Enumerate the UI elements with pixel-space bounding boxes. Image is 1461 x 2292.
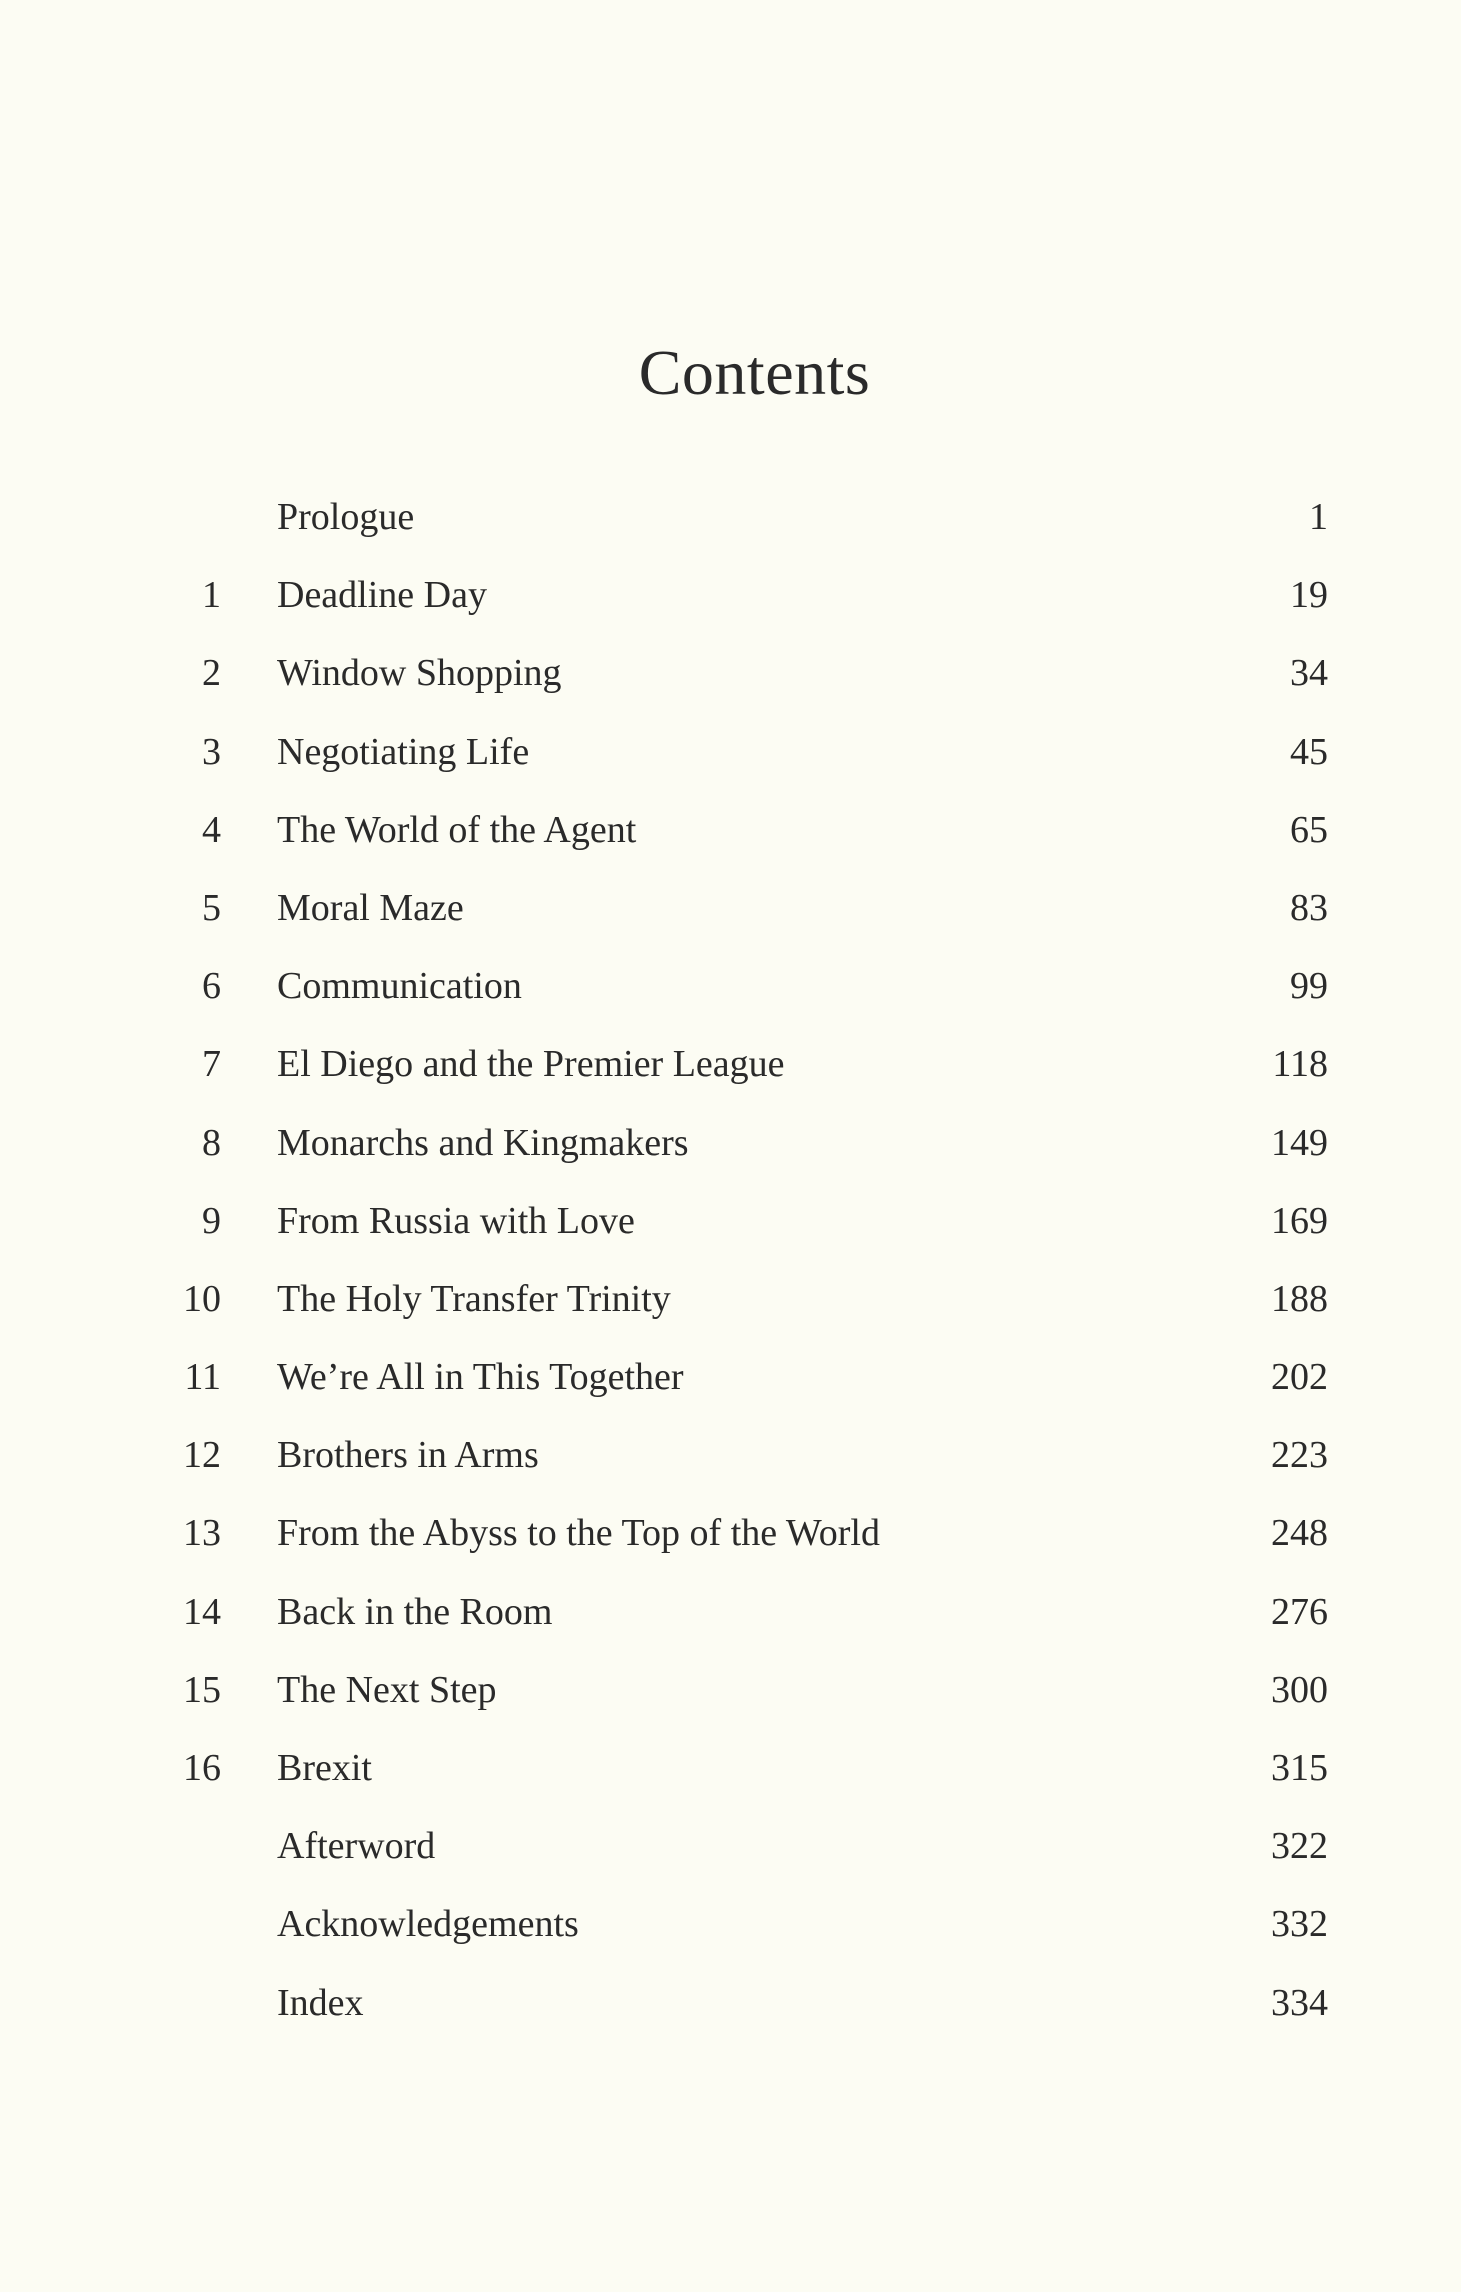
page-number: 300 — [1271, 1668, 1328, 1711]
chapter-title: Afterword — [277, 1825, 436, 1868]
page-number: 169 — [1271, 1199, 1328, 1242]
page-number: 202 — [1271, 1356, 1328, 1399]
chapter-number: 7 — [202, 1043, 221, 1086]
chapter-title: Index — [277, 1981, 364, 2024]
toc-entry — [0, 1964, 1461, 2042]
chapter-number: 6 — [202, 965, 221, 1008]
chapter-title: Back in the Room — [277, 1590, 553, 1633]
chapter-title: El Diego and the Premier League — [277, 1043, 785, 1086]
chapter-title: The World of the Agent — [277, 808, 637, 851]
chapter-number: 16 — [183, 1747, 221, 1789]
page-number: 65 — [1290, 808, 1328, 851]
toc-entry — [0, 478, 1461, 556]
page-number: 118 — [1272, 1043, 1328, 1086]
page-title: Contents — [638, 337, 871, 408]
chapter-title: Brexit — [277, 1747, 372, 1789]
chapter-number: 4 — [202, 808, 221, 851]
chapter-number: 8 — [202, 1121, 221, 1164]
toc-entry — [0, 1260, 1461, 1338]
chapter-number: 9 — [202, 1199, 221, 1242]
chapter-number: 14 — [183, 1590, 221, 1633]
page-number: 276 — [1271, 1590, 1328, 1633]
toc-entry — [0, 1573, 1461, 1651]
chapter-number: 12 — [183, 1434, 221, 1477]
toc-entry — [0, 1807, 1461, 1885]
chapter-number: 13 — [183, 1512, 221, 1555]
chapter-number: 1 — [202, 574, 221, 617]
toc-entry — [0, 1104, 1461, 1182]
chapter-title: Acknowledgements — [277, 1903, 579, 1946]
toc-entry — [0, 634, 1461, 712]
toc-entry — [0, 869, 1461, 947]
toc-entry — [0, 791, 1461, 869]
page-number: 83 — [1290, 886, 1328, 929]
chapter-title: Window Shopping — [277, 652, 562, 695]
toc-entry — [0, 1182, 1461, 1260]
chapter-title: Monarchs and Kingmakers — [277, 1121, 689, 1164]
toc-entry — [0, 1494, 1461, 1572]
page-number: 188 — [1271, 1277, 1328, 1320]
toc-entry — [0, 1338, 1461, 1416]
toc-entry — [0, 1651, 1461, 1729]
page-number: 45 — [1290, 730, 1328, 773]
chapter-title: Moral Maze — [277, 886, 464, 929]
page-number: 223 — [1271, 1434, 1328, 1477]
chapter-number: 11 — [184, 1356, 221, 1399]
toc-entry — [0, 947, 1461, 1025]
chapter-title: From Russia with Love — [277, 1199, 635, 1242]
toc-entry — [0, 713, 1461, 791]
toc-entry — [0, 1729, 1461, 1807]
page-number: 334 — [1271, 1981, 1328, 2024]
page-number: 315 — [1271, 1747, 1328, 1789]
chapter-number: 5 — [202, 886, 221, 929]
page-number: 248 — [1271, 1512, 1328, 1555]
toc-entry — [0, 1885, 1461, 1963]
page-number: 149 — [1271, 1121, 1328, 1164]
page-number: 322 — [1271, 1825, 1328, 1868]
chapter-number: 15 — [183, 1668, 221, 1711]
page-number: 332 — [1271, 1903, 1328, 1946]
chapter-title: We’re All in This Together — [277, 1356, 684, 1399]
chapter-title: Communication — [277, 965, 522, 1008]
chapter-title: The Next Step — [277, 1668, 497, 1711]
page-number: 19 — [1290, 574, 1328, 617]
chapter-title: Deadline Day — [277, 574, 487, 617]
page-number: 34 — [1290, 652, 1328, 695]
chapter-title: Brothers in Arms — [277, 1434, 539, 1477]
chapter-number: 10 — [183, 1277, 221, 1320]
page-number: 1 — [1309, 496, 1328, 538]
chapter-title: Negotiating Life — [277, 730, 530, 773]
toc-entry — [0, 1025, 1461, 1103]
table-of-contents — [0, 478, 1461, 2042]
page-number: 99 — [1290, 965, 1328, 1008]
toc-entry — [0, 1416, 1461, 1494]
chapter-title: Prologue — [277, 496, 415, 538]
chapter-number: 2 — [202, 652, 221, 695]
chapter-number: 3 — [202, 730, 221, 773]
chapter-title: The Holy Transfer Trinity — [277, 1277, 671, 1320]
chapter-title: From the Abyss to the Top of the World — [277, 1512, 880, 1555]
toc-entry — [0, 556, 1461, 634]
